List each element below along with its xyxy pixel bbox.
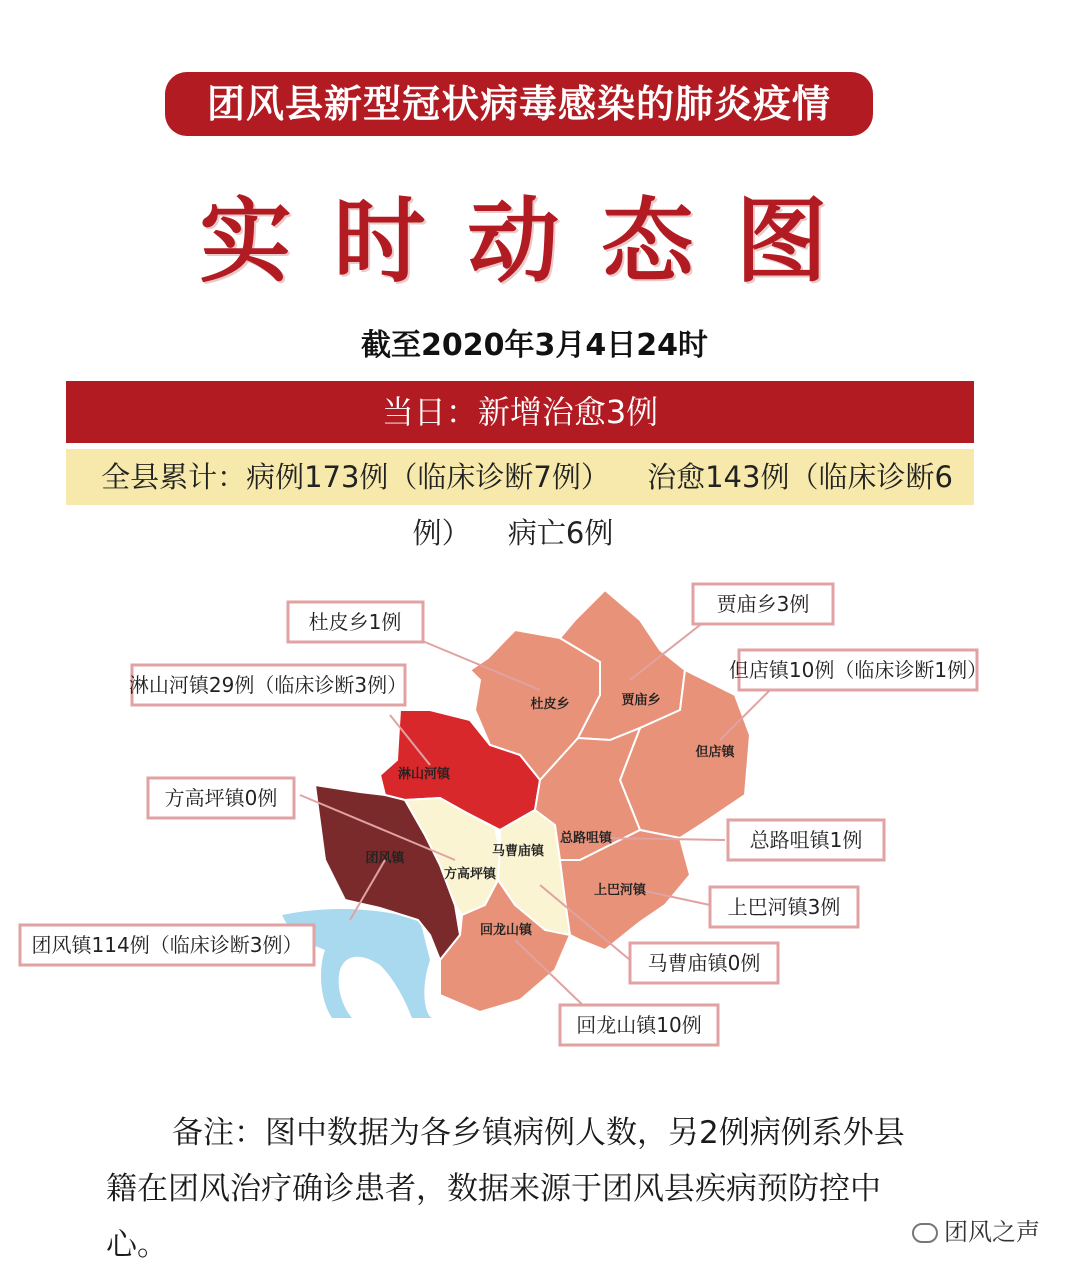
date-caption: 截至2020年3月4日24时 <box>361 328 708 363</box>
region-label-macaomiao: 马曹庙镇 <box>491 844 545 859</box>
callout-jiamiao: 贾庙乡3例 <box>716 592 810 616</box>
region-label-dupi: 杜皮乡 <box>530 697 570 712</box>
region-label-linshanhe: 淋山河镇 <box>397 767 451 782</box>
callout-dandian: 但店镇10例（临床诊断1例） <box>728 658 988 682</box>
note-line-1 <box>106 1105 946 1161</box>
note-line-3: 心。 <box>106 1227 168 1263</box>
footer-account-name: 团风之声 <box>944 1218 1040 1246</box>
callout-huilongshan: 回龙山镇10例 <box>576 1013 702 1037</box>
page-title: 实时动态图 <box>199 187 870 295</box>
cumulative-label-and-cases <box>101 460 619 494</box>
region-label-tuanfeng: 团风镇 <box>365 851 405 866</box>
callout-linshanhe: 淋山河镇29例（临床诊断3例） <box>128 673 408 697</box>
cumulative-cases: 病例173例（临床诊断7例） <box>246 460 610 494</box>
callout-dupi: 杜皮乡1例 <box>308 610 402 634</box>
region-label-zongluzui: 总路咀镇 <box>559 831 613 846</box>
cumulative-deaths: 病亡6例 <box>507 516 614 550</box>
cumulative-recovered: 治愈143例（临床诊断6例） <box>412 460 953 550</box>
cumulative-label: 全县累计： <box>101 460 247 494</box>
note-line-2: 籍在团风治疗确诊患者，数据来源于团风县疾病预防控中 <box>106 1171 881 1207</box>
footer-account <box>912 1212 1040 1247</box>
region-label-jiamiao: 贾庙乡 <box>621 693 661 708</box>
region-label-huilongshan: 回龙山镇 <box>479 923 533 938</box>
wechat-icon <box>912 1223 938 1243</box>
callout-shangbahe: 上巴河镇3例 <box>727 895 841 919</box>
region-label-shangbahe: 上巴河镇 <box>593 883 647 898</box>
callout-fanggaoping: 方高坪镇0例 <box>164 786 278 810</box>
region-label-dandian: 但店镇 <box>695 745 735 760</box>
region-label-fanggaoping: 方高坪镇 <box>443 867 497 882</box>
county-map <box>0 560 1069 1060</box>
callout-zongluzui: 总路咀镇1例 <box>749 828 863 852</box>
daily-summary-bar: 当日：新增治愈3例 <box>66 381 974 443</box>
callout-tuanfeng: 团风镇114例（临床诊断3例） <box>31 933 303 957</box>
cumulative-summary-bar <box>66 449 974 550</box>
note-text <box>106 1105 946 1273</box>
callout-macaomiao: 马曹庙镇0例 <box>647 951 761 975</box>
note-line-1-text: 备注：图中数据为各乡镇病例人数，另2例病例系外县 <box>172 1115 905 1151</box>
header-banner: 团风县新型冠状病毒感染的肺炎疫情 <box>165 72 873 136</box>
